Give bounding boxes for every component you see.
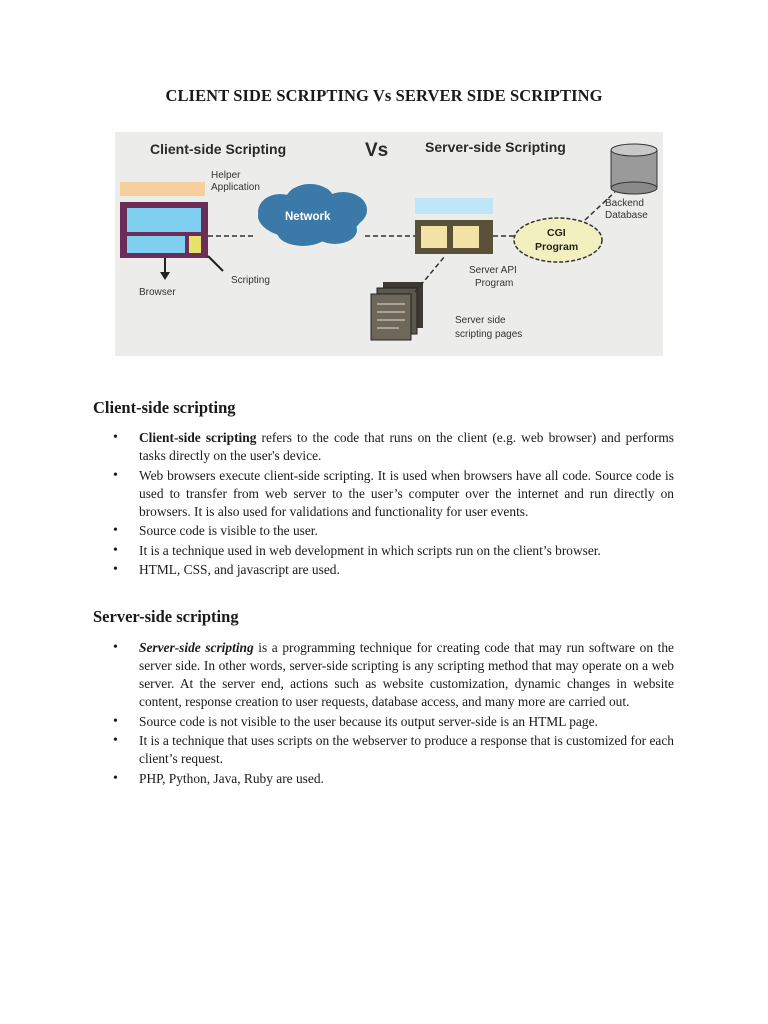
- server-side-heading: Server-side Scripting: [425, 139, 566, 155]
- client-bullet-4: • It is a technique used in web development in which scripts run on the client’s browser.: [93, 542, 674, 560]
- pages-label-line1: Server side: [455, 315, 506, 326]
- server-side-list: [93, 639, 674, 789]
- client-bullet-3: • Source code is visible to the user.: [93, 522, 674, 540]
- server-api-label-line1: Server API: [469, 265, 517, 276]
- server-side-heading-text: Server-side scripting: [93, 607, 239, 626]
- server-api-label-line2: Program: [475, 278, 514, 289]
- browser-screen-bottom: [127, 236, 185, 253]
- helper-label-line2: Application: [211, 182, 260, 193]
- browser-arrow-head: [160, 272, 170, 280]
- pages-label-line2: scripting pages: [455, 329, 523, 340]
- browser-yellow-box: [189, 236, 201, 253]
- cgi-program-ellipse: [514, 218, 602, 262]
- helper-application-bar: [120, 182, 205, 196]
- browser-label: Browser: [139, 287, 176, 298]
- client-bullet-1-term: Client-side scripting: [139, 430, 257, 445]
- server-bullet-4: • PHP, Python, Java, Ruby are used.: [93, 770, 674, 788]
- backend-label-line2: Database: [605, 210, 648, 221]
- network-label: Network: [285, 211, 331, 223]
- client-side-heading: Client-side Scripting: [150, 141, 287, 157]
- server-bullet-3: • It is a technique that uses scripts on the webserver to produce a response that is customized for each client’s request.: [93, 732, 674, 768]
- server-bullet-1-term: Server-side scripting: [139, 640, 254, 655]
- client-bullet-2: • Web browsers execute client-side scripting. It is used when browsers have all code. Source code is used to transfer from web server to the user’s computer over the internet and run directly on browsers. It is also used for validations and functionality for user events.: [93, 467, 674, 521]
- scripting-arrow: [208, 256, 223, 271]
- client-side-heading-text: Client-side scripting: [93, 398, 236, 417]
- server-panel-left: [421, 226, 447, 248]
- server-bullet-1-text: is a programming technique for creating code that may run software on the server side. In other words, server-side scripting is any scripting method that may operate on a web server. At the server end, actions such as website customization, dynamic changes in website content, response creation to user requests, database access, and many more are carried out.: [139, 640, 674, 709]
- backend-database-cylinder: [611, 144, 657, 194]
- helper-label-line1: Helper: [211, 170, 241, 181]
- client-bullet-1-text: refers to the code that runs on the client (e.g. web browser) and performs tasks directly on the user's device.: [139, 430, 674, 463]
- cgi-label-line2: Program: [535, 241, 579, 253]
- client-bullet-5: • HTML, CSS, and javascript are used.: [93, 561, 674, 579]
- server-bullet-1: [93, 639, 674, 711]
- document-title: CLIENT SIDE SCRIPTING Vs SERVER SIDE SCRIPTING: [165, 86, 603, 105]
- backend-label-line1: Backend: [605, 198, 644, 209]
- browser-screen-main: [127, 208, 201, 232]
- server-top-bar: [415, 198, 493, 214]
- server-panel-right: [453, 226, 479, 248]
- server-bullet-2: • Source code is not visible to the user because its output server-side is an HTML page.: [93, 713, 674, 731]
- scripting-label: Scripting: [231, 275, 270, 286]
- client-side-list: [93, 429, 674, 581]
- comparison-diagram: [115, 132, 663, 356]
- client-bullet-1: [93, 429, 674, 465]
- cgi-label-line1: CGI: [547, 227, 566, 239]
- vs-label: Vs: [365, 140, 389, 161]
